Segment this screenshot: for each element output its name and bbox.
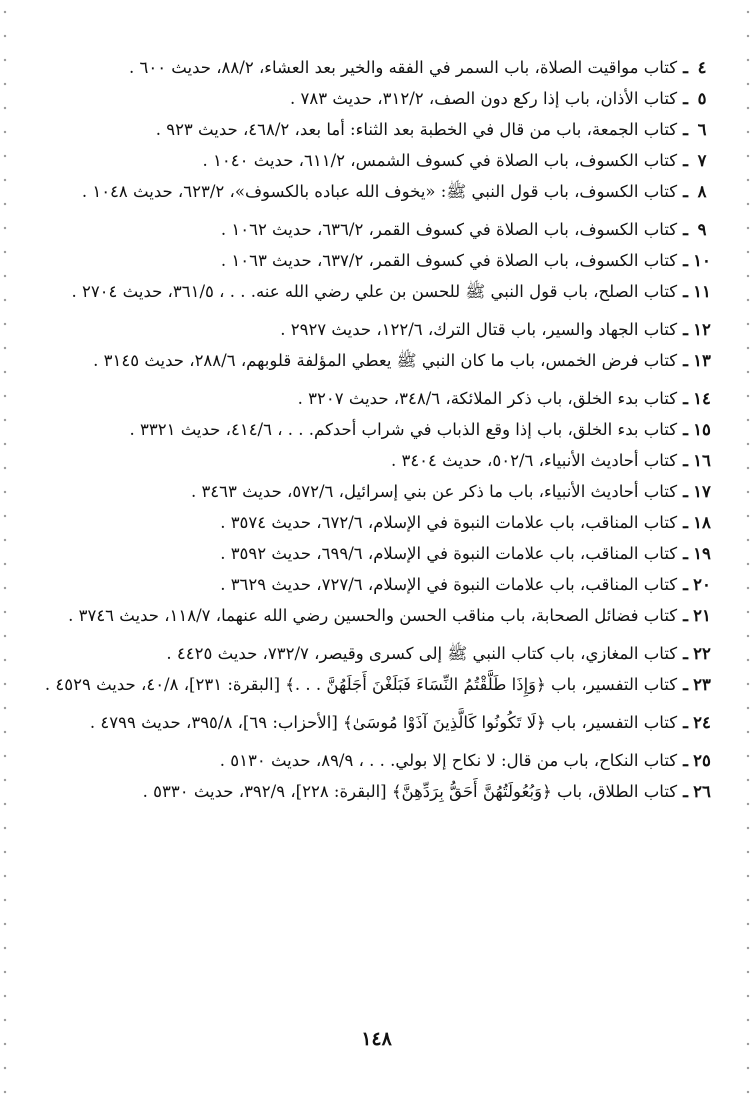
entry-text: كتاب الجمعة، باب من قال في الخطبة بعد الثناء: أما بعد، ٤٦٨/٢، حديث ٩٢٣ .: [155, 120, 678, 139]
list-item: [40, 600, 713, 638]
entry-text: كتاب الطلاق، باب ﴿وَبُعُولَتُهُنَّ أَحَقُّ بِرَدِّهِنَّ﴾ [البقرة: ٢٢٨]، ٣٩٢/٩، حديث ٥٣٣٠ .: [142, 782, 678, 801]
entry-dash: ـ: [683, 89, 688, 108]
entry-dash: ـ: [683, 451, 688, 470]
entry-dash: ـ: [683, 544, 688, 563]
entry-number: ٥: [697, 89, 707, 108]
entry-number: ٢٢: [693, 644, 711, 663]
list-item: [40, 245, 713, 276]
list-item: [40, 745, 713, 776]
list-item: [40, 314, 713, 345]
entry-text: كتاب التفسير، باب ﴿لَا تَكُونُوا كَالَّذِينَ آذَوْا مُوسَىٰ﴾ [الأحزاب: ٦٩]، ٣٩٥/٨، حديث ٤٧٩٩ .: [89, 713, 678, 732]
entry-number: ١١: [693, 282, 711, 301]
entry-text: كتاب الصلح، باب قول النبي ﷺ للحسن بن علي رضي الله عنه. . . ، ٣٦١/٥، حديث ٢٧٠٤ .: [71, 282, 678, 301]
list-item: [40, 638, 713, 669]
entry-text: كتاب المناقب، باب علامات النبوة في الإسلام، ٦٧٢/٦، حديث ٣٥٧٤ .: [220, 513, 678, 532]
entry-dash: ـ: [683, 482, 688, 501]
entry-dash: ـ: [683, 782, 688, 801]
entry-dash: ـ: [683, 513, 688, 532]
entry-number: ١٩: [693, 544, 711, 563]
entry-text: كتاب أحاديث الأنبياء، باب ما ذكر عن بني إسرائيل، ٥٧٢/٦، حديث ٣٤٦٣ .: [190, 482, 678, 501]
entry-text: كتاب أحاديث الأنبياء، ٥٠٢/٦، حديث ٣٤٠٤ .: [390, 451, 678, 470]
entry-number: ٤: [697, 58, 707, 77]
entry-dash: ـ: [683, 251, 688, 270]
entry-text: كتاب المغازي، باب كتاب النبي ﷺ إلى كسرى وقيصر، ٧٣٢/٧، حديث ٤٤٢٥ .: [166, 644, 678, 663]
list-item: [40, 707, 713, 745]
entry-number: ٢٤: [693, 713, 711, 732]
entry-dash: ـ: [683, 713, 688, 732]
scan-edge-right: [745, 0, 751, 1100]
list-item: [40, 83, 713, 114]
entry-number: ٢١: [693, 606, 711, 625]
entry-number: ٢٦: [693, 782, 711, 801]
entry-number: ١٤: [693, 389, 711, 408]
entry-dash: ـ: [683, 751, 688, 770]
list-item: [40, 538, 713, 569]
entry-text: كتاب بدء الخلق، باب إذا وقع الذباب في شراب أحدكم. . . ، ٤١٤/٦، حديث ٣٣٢١ .: [129, 420, 678, 439]
entry-dash: ـ: [683, 120, 688, 139]
entry-text: كتاب فرض الخمس، باب ما كان النبي ﷺ يعطي المؤلفة قلوبهم، ٢٨٨/٦، حديث ٣١٤٥ .: [93, 351, 678, 370]
entry-number: ١٧: [693, 482, 711, 501]
entry-dash: ـ: [683, 220, 688, 239]
list-item: [40, 345, 713, 383]
entry-number: ٢٥: [693, 751, 711, 770]
list-item: [40, 569, 713, 600]
entry-number: ١٣: [693, 351, 711, 370]
list-item: [40, 145, 713, 176]
entry-text: كتاب الكسوف، باب قول النبي ﷺ: «يخوف الله عباده بالكسوف»، ٦٢٣/٢، حديث ١٠٤٨ .: [81, 182, 678, 201]
list-item: [40, 52, 713, 83]
entry-text: كتاب الجهاد والسير، باب قتال الترك، ١٢٢/٦، حديث ٢٩٢٧ .: [280, 320, 678, 339]
entry-number: ١٠: [693, 251, 711, 270]
entry-number: ٨: [697, 182, 707, 201]
footnote-list: [40, 52, 713, 807]
entry-dash: ـ: [683, 58, 688, 77]
list-item: [40, 669, 713, 707]
entry-dash: ـ: [683, 575, 688, 594]
list-item: [40, 414, 713, 445]
entry-dash: ـ: [683, 282, 688, 301]
entry-dash: ـ: [683, 644, 688, 663]
entry-text: كتاب مواقيت الصلاة، باب السمر في الفقه والخير بعد العشاء، ٨٨/٢، حديث ٦٠٠ .: [128, 58, 678, 77]
entry-number: ١٢: [693, 320, 711, 339]
list-item: [40, 507, 713, 538]
page-number: ١٤٨: [361, 1028, 392, 1050]
entry-text: كتاب النكاح، باب من قال: لا نكاح إلا بولي. . . ، ٨٩/٩، حديث ٥١٣٠ .: [219, 751, 678, 770]
entry-dash: ـ: [683, 675, 688, 694]
list-item: [40, 476, 713, 507]
entry-text: كتاب المناقب، باب علامات النبوة في الإسلام، ٦٩٩/٦، حديث ٣٥٩٢ .: [220, 544, 678, 563]
list-item: [40, 383, 713, 414]
entry-dash: ـ: [683, 182, 688, 201]
entry-text: كتاب الكسوف، باب الصلاة في كسوف الشمس، ٦١١/٢، حديث ١٠٤٠ .: [202, 151, 678, 170]
entry-number: ٢٣: [693, 675, 711, 694]
list-item: [40, 114, 713, 145]
entry-dash: ـ: [683, 389, 688, 408]
entry-number: ١٦: [693, 451, 711, 470]
entry-text: كتاب بدء الخلق، باب ذكر الملائكة، ٣٤٨/٦، حديث ٣٢٠٧ .: [297, 389, 678, 408]
entry-dash: ـ: [683, 606, 688, 625]
entry-text: كتاب الكسوف، باب الصلاة في كسوف القمر، ٦٣٦/٢، حديث ١٠٦٢ .: [220, 220, 678, 239]
list-item: [40, 176, 713, 214]
entry-dash: ـ: [683, 420, 688, 439]
entry-text: كتاب التفسير، باب ﴿وَإِذَا طَلَّقْتُمُ النِّسَاءَ فَبَلَغْنَ أَجَلَهُنَّ . . .﴾ [البقرة: ٢٣١]، ٤٠/٨، حديث ٤٥٢٩ .: [44, 675, 678, 694]
entry-text: كتاب الأذان، باب إذا ركع دون الصف، ٣١٢/٢، حديث ٧٨٣ .: [290, 89, 678, 108]
entry-number: ٢٠: [693, 575, 711, 594]
entry-number: ٦: [697, 120, 707, 139]
entry-dash: ـ: [683, 320, 688, 339]
list-item: [40, 214, 713, 245]
entry-text: كتاب فضائل الصحابة، باب مناقب الحسن والحسين رضي الله عنهما، ١١٨/٧، حديث ٣٧٤٦ .: [68, 606, 678, 625]
scan-edge-left: [2, 0, 8, 1100]
list-item: [40, 276, 713, 314]
list-item: [40, 445, 713, 476]
entry-number: ١٨: [693, 513, 711, 532]
entry-number: ٩: [697, 220, 707, 239]
entry-number: ٧: [697, 151, 707, 170]
entry-text: كتاب المناقب، باب علامات النبوة في الإسلام، ٧٢٧/٦، حديث ٣٦٢٩ .: [220, 575, 678, 594]
list-item: [40, 776, 713, 807]
entry-text: كتاب الكسوف، باب الصلاة في كسوف القمر، ٦٣٧/٢، حديث ١٠٦٣ .: [220, 251, 678, 270]
entry-number: ١٥: [693, 420, 711, 439]
entry-dash: ـ: [683, 351, 688, 370]
entry-dash: ـ: [683, 151, 688, 170]
